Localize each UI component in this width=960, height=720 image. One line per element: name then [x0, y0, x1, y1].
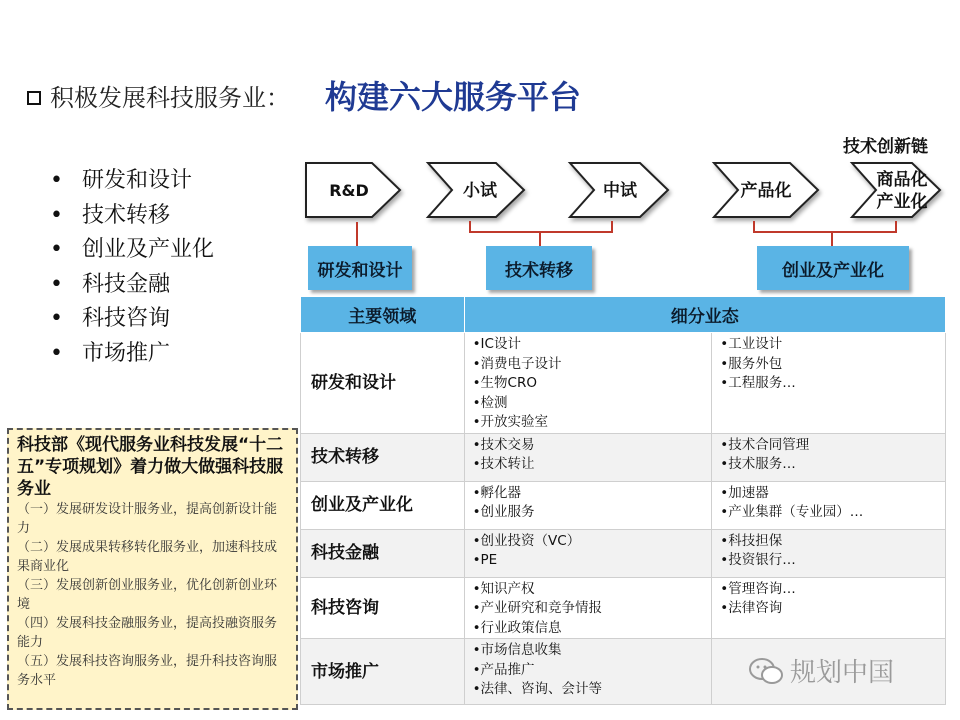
segment-item: •创业投资（VC）: [472, 532, 581, 549]
table-row: [301, 577, 946, 639]
segment-item: •法律、咨询、会计等: [472, 681, 603, 697]
table-cell-segments: [464, 433, 712, 481]
header-area: 主要领域: [301, 297, 465, 333]
table-row: [301, 333, 946, 434]
note-item: （一）发展研发设计服务业，提高创新设计能力: [17, 502, 278, 536]
list-item: • 市场推广: [50, 337, 214, 372]
table-cell-segments: [464, 333, 712, 434]
table-cell-area: 市场推广: [301, 639, 465, 705]
table-cell-area: 科技金融: [301, 529, 465, 577]
table-cell-area: 创业及产业化: [301, 481, 465, 529]
chain-stage-label: 商品化: [876, 170, 928, 190]
table-cell-segments: [712, 333, 946, 434]
segment-item: •行业政策信息: [472, 619, 562, 636]
service-table: [300, 296, 946, 705]
table-cell-area: 研发和设计: [301, 333, 465, 434]
list-item: • 科技咨询: [50, 302, 214, 337]
chain-stage-label: 中试: [603, 181, 637, 201]
list-item: • 创业及产业化: [50, 233, 214, 268]
segment-item: •知识产权: [472, 580, 535, 597]
segment-item: •法律咨询: [720, 600, 783, 616]
segment-item: •PE: [472, 552, 498, 568]
table-row: [301, 481, 946, 529]
bullet-icon: •: [50, 271, 63, 297]
table-cell-area: 科技咨询: [301, 577, 465, 639]
platform-tech-transfer: 技术转移: [486, 246, 592, 290]
segment-item: •工业设计: [720, 336, 783, 352]
wechat-icon: [748, 656, 784, 686]
note-item: （四）发展科技金融服务业，提高投融资服务能力: [17, 616, 278, 650]
table-cell-segments: [712, 481, 946, 529]
segment-item: •市场信息收集: [472, 642, 562, 658]
segment-item: •IC设计: [472, 336, 521, 352]
chain-label: 技术创新链: [843, 137, 928, 157]
segment-item: •工程服务…: [720, 375, 796, 391]
segment-item: •产业研究和竞争情报: [472, 600, 603, 616]
note-item: （二）发展成果转移转化服务业，加速科技成果商业化: [17, 540, 278, 574]
platform-connectors: [357, 221, 896, 246]
segment-item: •生物CRO: [472, 375, 537, 391]
segment-item: •开放实验室: [472, 414, 549, 430]
note-item: （五）发展科技咨询服务业，提升科技咨询服务水平: [17, 654, 278, 688]
bullet-icon: •: [50, 202, 63, 228]
segment-item: •产品推广: [472, 661, 535, 678]
list-item: • 技术转移: [50, 199, 214, 234]
table-cell-segments: [712, 433, 946, 481]
platform-rnd-design: 研发和设计: [308, 246, 412, 290]
bullet-icon: •: [50, 306, 63, 331]
segment-item: •科技担保: [720, 532, 783, 549]
table-row: [301, 529, 946, 577]
note-item: （三）发展创新创业服务业，优化创新创业环境: [17, 578, 278, 612]
note-heading: 科技部《现代服务业科技发展“十二五”专项规划》着力做大做强科技服务业: [17, 435, 284, 499]
list-item: • 研发和设计: [50, 164, 214, 199]
header-segments: 细分业态: [464, 297, 945, 333]
segment-item: •产业集群（专业园）…: [720, 504, 864, 520]
chain-stage-label: 产品化: [740, 181, 792, 201]
segment-item: •技术服务…: [720, 456, 796, 472]
chain-stage-label: 小试: [463, 181, 497, 201]
policy-note: [7, 428, 298, 710]
page-title-prefix: 积极发展科技服务业：: [50, 84, 290, 112]
table-cell-segments: [464, 639, 712, 705]
segment-item: •技术交易: [472, 436, 535, 453]
table-row: [301, 433, 946, 481]
watermark: 规划中国: [790, 658, 895, 688]
list-item: • 科技金融: [50, 268, 214, 303]
chain-stage-label: 产业化: [876, 192, 928, 212]
table-cell-segments: [464, 529, 712, 577]
table-cell-segments: [464, 577, 712, 639]
segment-item: •管理咨询…: [720, 580, 796, 597]
table-header-row: [301, 297, 946, 333]
bullet-icon: •: [50, 340, 63, 366]
table-cell-area: 技术转移: [301, 433, 465, 481]
segment-item: •技术转让: [472, 456, 535, 472]
bullet-icon: •: [50, 168, 63, 193]
segment-item: •服务外包: [720, 355, 783, 372]
chain-stage-label: R&D: [329, 181, 369, 200]
page-title: 构建六大服务平台: [325, 78, 582, 116]
segment-item: •检测: [472, 394, 508, 411]
platform-startup-industrialization: 创业及产业化: [757, 246, 909, 290]
table-cell-segments: [712, 577, 946, 639]
segment-item: •创业服务: [472, 504, 535, 520]
segment-item: •加速器: [720, 484, 769, 501]
segment-item: •投资银行…: [720, 552, 796, 568]
segment-item: •技术合同管理: [720, 436, 810, 453]
table-cell-segments: [464, 481, 712, 529]
table-cell-segments: [712, 529, 946, 577]
segment-item: •消费电子设计: [472, 355, 562, 372]
segment-item: •孵化器: [472, 484, 522, 501]
bullet-icon: •: [50, 237, 63, 262]
